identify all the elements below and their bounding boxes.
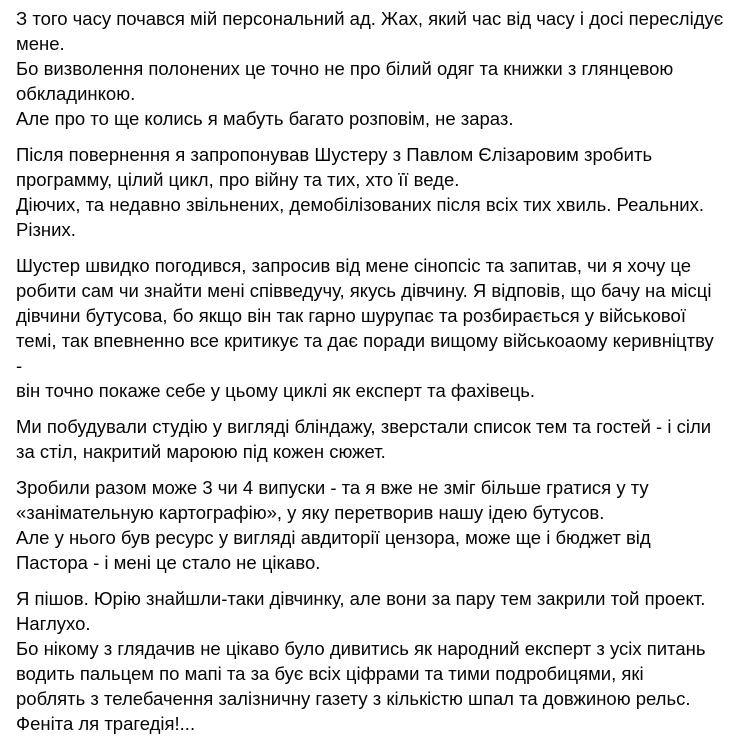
text-line: за стіл, накритий мароюю під кожен сюжет.	[16, 441, 386, 462]
text-line: Бо нікому з глядачив не цікаво було дивитись як народний експерт з усіх питань	[16, 638, 706, 659]
text-line: мене.	[16, 33, 65, 54]
text-line: обкладинкою.	[16, 83, 136, 104]
text-line: Я пішов. Юрію знайшли-таки дівчинку, але вони за пару тем закрили той проект.	[16, 588, 706, 609]
text-line: Шустер швидко погодився, запросив від мене сінопсіс та запитав, чи я хочу це	[16, 255, 692, 276]
paragraph-1	[16, 6, 726, 131]
text-line: З того часу почався мій персональний ад. Жах, який час від часу і досі переслідує	[16, 8, 724, 29]
text-line: робити сам чи знайти мені співведучу, якусь дівчину. Я відповів, що бачу на місці	[16, 280, 712, 301]
text-line: роблять з телебачення залізничну газету з кількістю шпал та довжиною рельс.	[16, 688, 691, 709]
text-line: Зробили разом може 3 чи 4 випуски - та я вже не зміг більше гратися у ту	[16, 477, 649, 498]
text-line: Діючих, та недавно звільнених, демобілізованих після всіх тих хвиль. Реальних.	[16, 194, 705, 215]
paragraph-4	[16, 414, 726, 464]
text-line: Наглухо.	[16, 613, 91, 634]
text-line: «занімательную картографію», у яку перетворив нашу ідею бутусов.	[16, 502, 605, 523]
text-line: Пастора - і мені це стало не цікаво.	[16, 552, 321, 573]
text-line: Після повернення я запропонував Шустеру з Павлом Єлізаровим зробить	[16, 144, 653, 165]
paragraph-3	[16, 253, 726, 403]
text-line: темі, так впевненно все критикує та дає поради вищому військоаому керивніцтву	[16, 330, 714, 351]
text-line: Ми побудували студію у вигляді бліндажу, зверстали список тем та гостей - і сіли	[16, 416, 712, 437]
text-line: -	[16, 355, 23, 376]
text-line: программу, цілий цикл, про війну та тих, хто її веде.	[16, 169, 460, 190]
paragraph-5	[16, 475, 726, 575]
text-line: Але про то ще колись я мабуть багато розповім, не зараз.	[16, 108, 514, 129]
paragraph-2	[16, 142, 726, 242]
text-line: водить пальцем по мапі та за бує всіх ціфрами та тими подробицями, які	[16, 663, 644, 684]
text-line: Але у нього був ресурс у вигляді авдиторії цензора, може ще і бюджет від	[16, 527, 651, 548]
text-line: дівчини бутусова, бо якщо він так гарно шурупає та розбирається у військової	[16, 305, 686, 326]
text-line: Бо визволення полонених це точно не про білий одяг та книжки з глянцевою	[16, 58, 674, 79]
text-line: він точно покаже себе у цьому циклі як експерт та фахівець.	[16, 380, 536, 401]
text-line: Різних.	[16, 219, 76, 240]
text-line: Феніта ля трагедія!...	[16, 713, 196, 734]
paragraph-6	[16, 586, 726, 736]
